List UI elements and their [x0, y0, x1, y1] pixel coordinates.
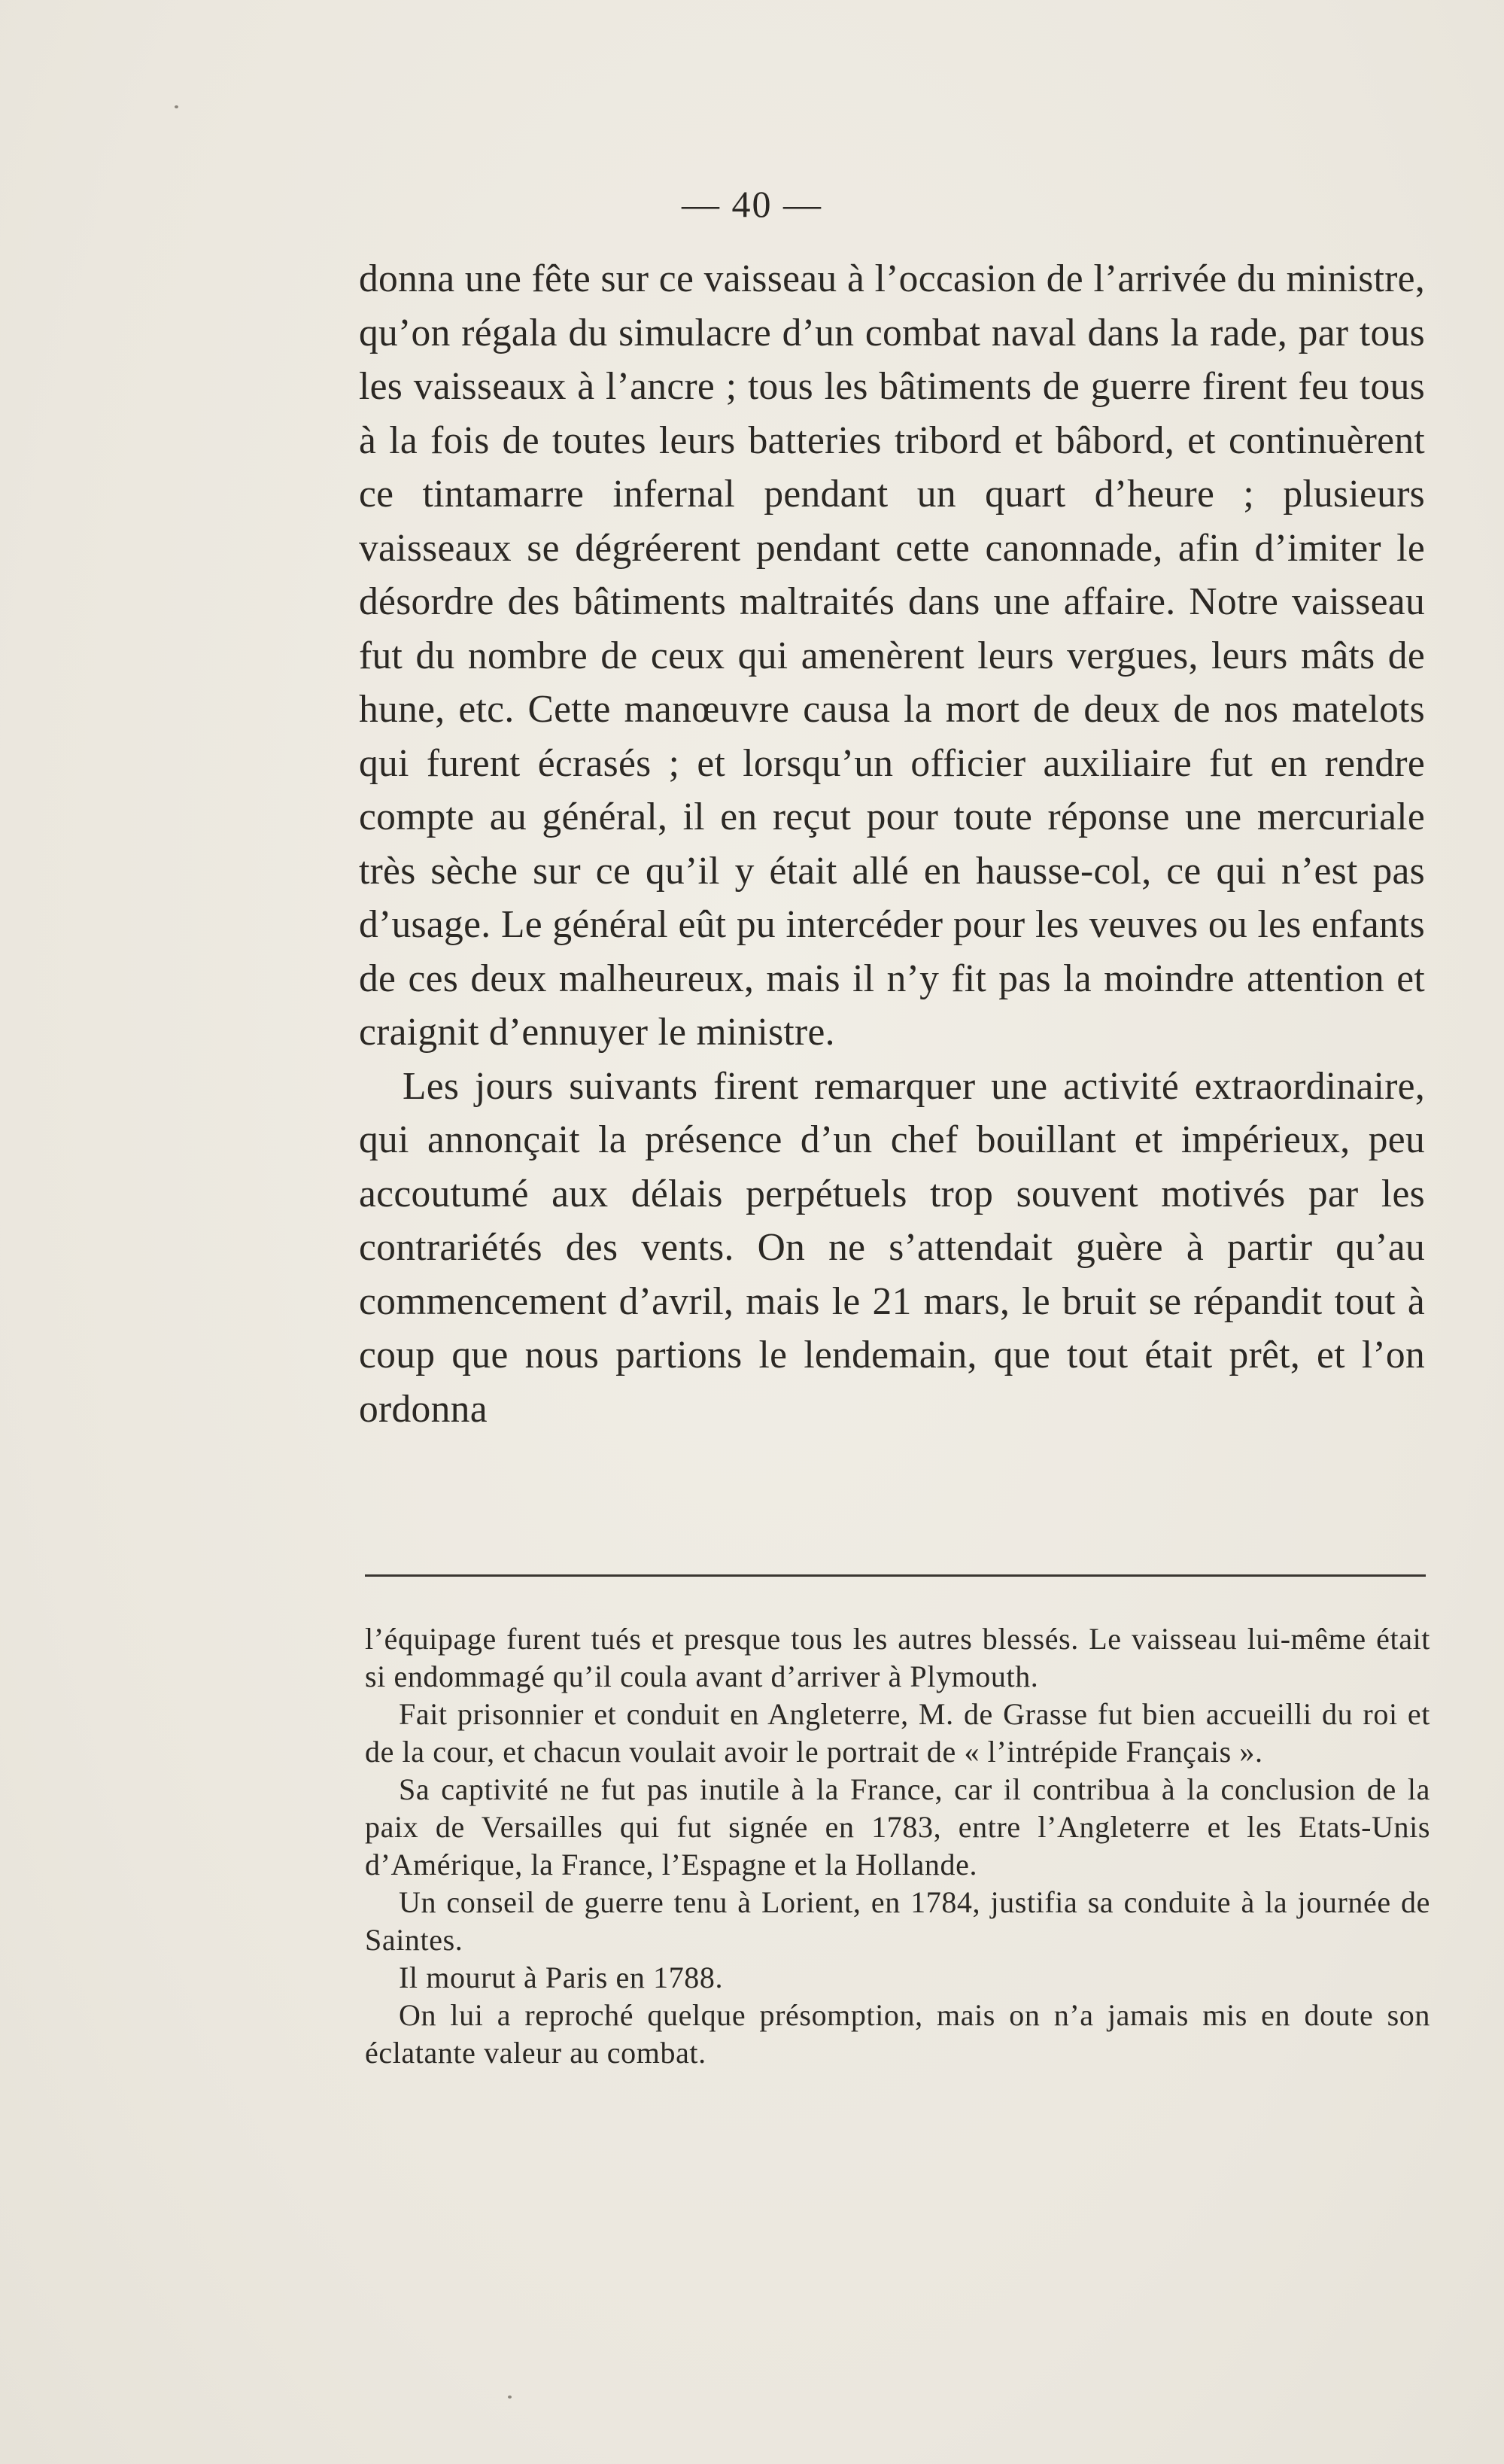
- footnote-paragraph: Fait prisonnier et conduit en Angleterre, M. de Grasse fut bien accueilli du roi et de la cour, et chacun voulait avoir le portrait de « l’intrépide Français ».: [365, 1697, 1430, 1769]
- footnote-paragraph: Sa captivité ne fut pas inutile à la France, car il contribua à la conclusion de la paix de Versailles qui fut signée en 1783, entre l’Angleterre et les Etats-Unis d’Amérique, la France, l’Espagne et la Hollande.: [365, 1772, 1430, 1881]
- footnote-paragraph: Un conseil de guerre tenu à Lorient, en 1784, justifia sa conduite à la journée de Saintes.: [365, 1885, 1430, 1957]
- page-number: — 40 —: [682, 183, 822, 225]
- paper-speck: [508, 2396, 512, 2399]
- main-paragraph: Les jours suivants firent remarquer une activité extraordinaire, qui annonçait la présence d’un chef bouillant et impérieux, peu accoutumé aux délais perpétuels trop souvent motivés par les contrariétés des vents. On ne s’attendait guère à partir qu’au commencement d’avril, mais le 21 mars, le bruit se répandit tout à coup que nous partions le lendemain, que tout était prêt, et l’on ordonna: [359, 1064, 1425, 1431]
- footnote-paragraph: l’équipage furent tués et presque tous les autres blessés. Le vaisseau lui-même était si endommagé qu’il coula avant d’arriver à Plymouth.: [365, 1622, 1430, 1693]
- main-text: [359, 252, 1425, 1436]
- footnote-paragraph: On lui a reproché quelque présomption, mais on n’a jamais mis en doute son éclatante valeur au combat.: [365, 1998, 1430, 2070]
- footnotes: [365, 1620, 1430, 2072]
- footnote-paragraph: Il mourut à Paris en 1788.: [399, 1961, 724, 1994]
- main-paragraph: donna une fête sur ce vaisseau à l’occasion de l’arrivée du ministre, qu’on régala du simulacre d’un combat naval dans la rade, par tous les vaisseaux à l’ancre ; tous les bâtiments de guerre firent feu tous à la fois de toutes leurs batteries tribord et bâbord, et continuèrent ce tintamarre infernal pendant un quart d’heure ; plusieurs vaisseaux se dégréerent pendant cette canonnade, afin d’imiter le désordre des bâtiments maltraités dans une affaire. Notre vaisseau fut du nombre de ceux qui amenèrent leurs vergues, leurs mâts de hune, etc. Cette manœuvre causa la mort de deux de nos matelots qui furent écrasés ; et lorsqu’un officier auxiliaire fut en rendre compte au général, il en reçut pour toute réponse une mercuriale très sèche sur ce qu’il y était allé en hausse-col, ce qui n’est pas d’usage. Le général eût pu intercéder pour les veuves ou les enfants de ces deux malheureux, mais il n’y fit pas la moindre attention et craignit d’ennuyer le ministre.: [359, 257, 1425, 1054]
- footnote-separator: [365, 1574, 1426, 1577]
- paper-speck: [175, 105, 178, 108]
